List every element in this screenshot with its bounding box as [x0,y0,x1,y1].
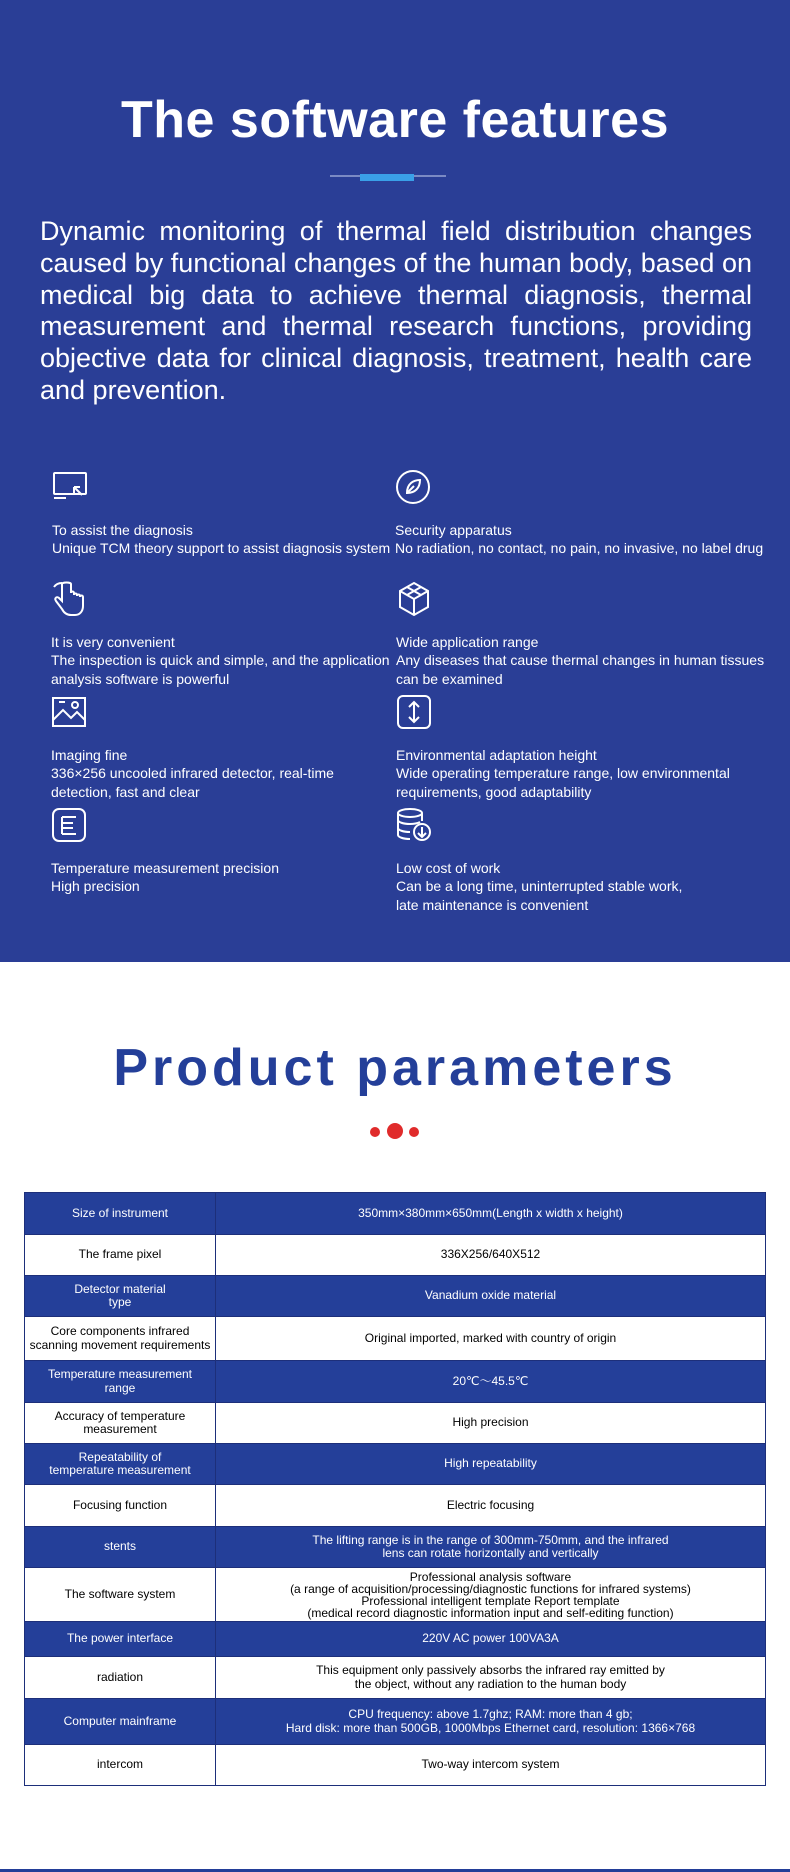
param-value: 350mm×380mm×650mm(Length x width x height) [216,1193,766,1235]
table-row [25,1317,766,1361]
param-key: Accuracy of temperature measurement [25,1403,216,1444]
param-key: Core components infrared scanning movement requirements [25,1317,216,1361]
decor-dot-large [387,1123,403,1139]
table-row [25,1699,766,1745]
feature-description: Wide operating temperature range, low environmental requirements, good adaptability [396,765,730,800]
param-key: Repeatability of temperature measurement [25,1444,216,1485]
param-key: Focusing function [25,1485,216,1527]
param-value: Vanadium oxide material [216,1276,766,1317]
param-key: The frame pixel [25,1235,216,1276]
param-value: Electric focusing [216,1485,766,1527]
table-row [25,1235,766,1276]
param-key: radiation [25,1657,216,1699]
param-value: 20℃～45.5℃ [216,1361,766,1403]
feature-title: Environmental adaptation height [396,747,597,763]
param-value: Original imported, marked with country of origin [216,1317,766,1361]
param-key: Temperature measurement range [25,1361,216,1403]
feature-description: Can be a long time, uninterrupted stable work, late maintenance is convenient [396,878,683,913]
table-row [25,1568,766,1622]
database-icon [396,807,432,843]
param-value: Two-way intercom system [216,1745,766,1786]
feature-description: The inspection is quick and simple, and the application analysis software is powerful [51,652,390,687]
table-row [25,1745,766,1786]
table-row [25,1657,766,1699]
table-row [25,1403,766,1444]
feature-title: It is very convenient [51,634,175,650]
param-value: High precision [216,1403,766,1444]
document-list-icon [51,807,87,843]
vertical-arrows-icon [396,694,432,730]
leaf-icon [395,469,431,505]
feature-description: Any diseases that cause thermal changes in human tissues can be examined [396,652,765,687]
features-title: The software features [121,91,669,149]
monitor-icon [52,469,88,505]
param-key: The software system [25,1568,216,1622]
param-value: This equipment only passively absorbs the infrared ray emitted by the object, without any radiation to the human body [216,1657,766,1699]
feature-description: High precision [51,878,140,894]
table-row [25,1361,766,1403]
param-value: CPU frequency: above 1.7ghz; RAM: more than 4 gb; Hard disk: more than 500GB, 1000Mbps Ethernet card, resolution: 1366×768 [216,1699,766,1745]
param-key: Size of instrument [25,1193,216,1235]
feature-title: Security apparatus [395,522,512,538]
features-intro: Dynamic monitoring of thermal field distribution changes caused by functional changes of the human body, based on medical big data to achieve thermal diagnosis, thermal measurement and thermal research functions, providing objective data for clinical diagnosis, treatment, health care and prevention. [40,216,752,405]
params-title: Product parameters [113,1039,677,1097]
decor-dot [370,1127,380,1137]
feature-description: 336×256 uncooled infrared detector, real-time detection, fast and clear [51,765,334,800]
table-row [25,1622,766,1657]
decor-dot [409,1127,419,1137]
param-value: 336X256/640X512 [216,1235,766,1276]
table-row [25,1193,766,1235]
param-key: Computer mainframe [25,1699,216,1745]
table-row [25,1276,766,1317]
hand-pointer-icon [51,581,87,617]
feature-title: Imaging fine [51,747,128,763]
feature-title: Temperature measurement precision [51,860,279,876]
param-key: Detector material type [25,1276,216,1317]
param-key: intercom [25,1745,216,1786]
param-key: stents [25,1527,216,1568]
feature-title: Wide application range [396,634,539,650]
product-parameters-table [24,1192,766,1786]
cube-icon [396,581,432,617]
table-row [25,1527,766,1568]
param-value: The lifting range is in the range of 300mm-750mm, and the infrared lens can rotate horizontally and vertically [216,1527,766,1568]
table-row [25,1485,766,1527]
param-value: High repeatability [216,1444,766,1485]
feature-title: Low cost of work [396,860,501,876]
param-value: Professional analysis software (a range of acquisition/processing/diagnostic functions for infrared systems) Professional intelligent template Report template (medical record diagnostic information input and self-editing function) [216,1568,766,1622]
feature-description: Unique TCM theory support to assist diagnosis system [52,540,391,556]
param-value: 220V AC power 100VA3A [216,1622,766,1657]
image-icon [51,694,87,730]
title-accent-bar [360,174,414,181]
feature-title: To assist the diagnosis [52,522,193,538]
feature-description: No radiation, no contact, no pain, no invasive, no label drug [395,540,764,556]
param-key: The power interface [25,1622,216,1657]
table-row [25,1444,766,1485]
